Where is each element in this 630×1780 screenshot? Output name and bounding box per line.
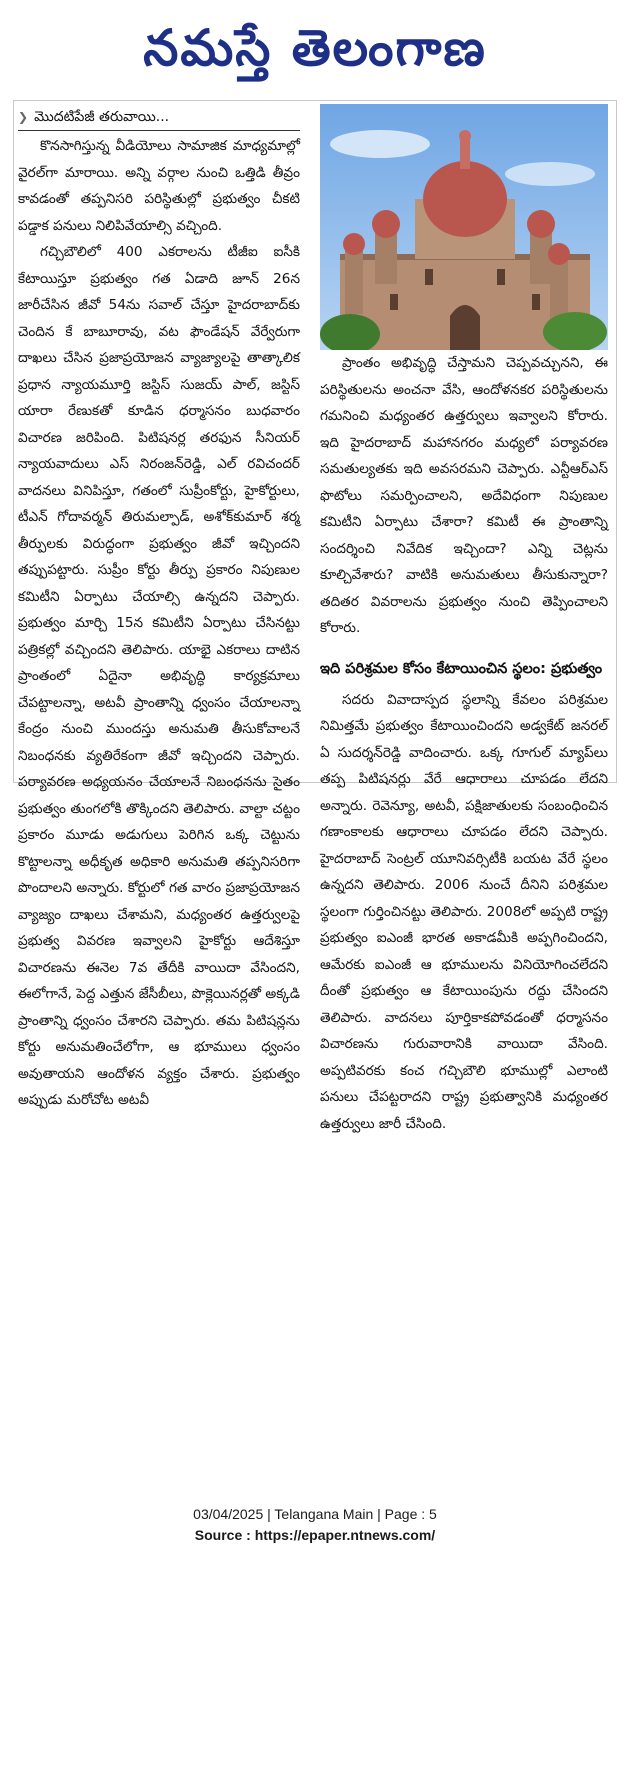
left-column [18, 104, 300, 1114]
masthead-title: నమస్తే తెలంగాణ [143, 18, 487, 77]
high-court-building-photo [320, 104, 608, 350]
paragraph: కొనసాగిస్తున్న వీడియోలు సామాజిక మాధ్యమాల్లో వైరల్‌గా మారాయి. అన్ని వర్గాల నుంచి ఒత్తిడి తీవ్రం కావడంతో తప్పనిసరి పరిస్థితుల్లో ప్రభుత్వం చీకటి పడ్డాక పనులు నిలిపివేయాల్సి వచ్చింది. [18, 138, 300, 234]
continuation-label [18, 104, 300, 130]
paragraph: గచ్చిబౌలిలో 400 ఎకరాలను టీజీఐ ఐసీకి కేటాయిస్తూ ప్రభుత్వం గత ఏడాది జూన్ 26న జారీచేసిన జీవో 54ను సవాల్ చేస్తూ హైదరాబాద్‌కు చెందిన కే బాబూరావు, వట ఫౌండేషన్ వేర్వేరుగా దాఖలు చేసిన ప్రజాప్రయోజన వ్యాజ్యాలపై తాత్కాలిక ప్రధాన న్యాయమూర్తి జస్టిస్ సుజయ్ పాల్, జస్టిస్ యారా రేణుకతో కూడిన ధర్మాసనం బుధవారం విచారణ జరిపింది. పిటిషనర్ల తరఫున సీనియర్ న్యాయవాదులు ఎస్ నిరంజన్‌రెడ్డి, ఎల్ రవిచందర్ వాదనలు వినిపిస్తూ, గతంలో సుప్రీంకోర్టు, హైకోర్టులు, టీఎన్ గోదావర్మన్ తిరుమల్పాడ్, అశోక్‌కుమార్ శర్మ తీర్పులకు విరుద్ధంగా ప్రభుత్వం జీవో ఇచ్చిందని తప్పుపట్టారు. సుప్రీం కోర్టు తీర్పు ప్రకారం నిపుణుల కమిటీని ఏర్పాటు చేయాల్సి ఉన్నదని చెప్పారు. ప్రభుత్వం మార్చి 15న కమిటీని ఏర్పాటు చేసినట్టు పత్రికల్లో వచ్చిందని తెలిపారు. యాభై ఎకరాలు దాటిన ప్రాంతంలో ఏదైనా అభివృద్ధి కార్యక్రమాలు చేపట్టాలన్నా, అటవీ ప్రాంతాన్ని ధ్వంసం చేయాలన్నా కేంద్రం నుంచి ముందస్తు అనుమతి తీసుకోవాలనే నిబంధనకు వ్యతిరేకంగా జీవో ఇచ్చిందని చెప్పారు. పర్యావరణ అధ్యయనం చేయాలనే నిబంధనను సైతం ప్రభుత్వం తుంగలోకి తొక్కిందని తెలిపారు. వాల్టా చట్టం ప్రకారం మూడు అడుగులు పెరిగిన ఒక్క చెట్టును కొట్టాలన్నా అధీకృత అధికారి అనుమతి తప్పనిసరిగా పొందాలని అన్నారు. కోర్టులో గత వారం ప్రజాప్రయోజన వ్యాజ్యం దాఖలు చేశామని, మధ్యంతర ఉత్తర్వులపై ప్రభుత్వ వివరణ ఇవ్వాలని హైకోర్టు ఆదేశిస్తూ విచారణను ఈనెల 7వ తేదీకి వాయిదా వేసిందని, ఈలోగానే, పెద్ద ఎత్తున జేసీబీలు, పొక్లెయినర్లతో అక్కడి ప్రాంతాన్ని ధ్వంసం చేశారని చెప్పారు. తమ పిటిషన్లను కోర్టు అనుమతించేలోగా, ఆ భూములు ధ్వంసం అవుతాయని ఆందోళన వ్యక్తం చేశారు. ప్రభుత్వం అప్పుడు మరోచోట అటవీ [18, 244, 300, 1108]
paragraph: సదరు వివాదాస్పద స్థలాన్ని కేవలం పరిశ్రమల నిమిత్తమే ప్రభుత్వం కేటాయించిందని అడ్వకేట్ జనరల్ ఏ సుదర్శన్‌రెడ్డి వాదించారు. ఒక్క గూగుల్ మ్యాప్‌లు తప్ప పిటిషనర్లు వేరే ఆధారాలు చూపడం లేదని అన్నారు. రెవెన్యూ, అటవీ, పక్షిజాతులకు సంబంధించిన గణాంకాలకు ఆధారాలు చూపడం లేదని చెప్పారు. హైదరాబాద్ సెంట్రల్ యూనివర్సిటీకి బయట వేరే స్థలం ఉన్నదని తెలిపారు. 2006 నుంచే దీనిని పరిశ్రమల స్థలంగా గుర్తించినట్టు తెలిపారు. 2008లో అప్పటి రాష్ట్ర ప్రభుత్వం ఐఎంజీ భారత అకాడమీకి అప్పగించిందని, ఆమేరకు ఐఎంజీ ఆ భూములను వినియోగించలేదని దీంతో ప్రభుత్వం ఆ కేటాయింపును రద్దు చేసిందని తెలిపారు. వాదనలు పూర్తికాకపోవడంతో ధర్మాసనం విచారణను గురువారానికి వాయిదా వేసింది. అప్పటివరకు కంచ గచ్చిబౌలి భూముల్లో ఎలాంటి పనులు చేపట్టరాదని రాష్ట్ర ప్రభుత్వానికి మధ్యంతర ఉత్తర్వులు జారీ చేసింది. [320, 691, 608, 1132]
footer-date-line: 03/04/2025 | Telangana Main | Page : 5 [193, 1506, 437, 1522]
right-column-text [320, 350, 608, 1137]
chevron-right-icon: ❯ [18, 110, 29, 124]
footer-source-line: Source : https://epaper.ntnews.com/ [194, 1527, 436, 1543]
paragraph: ప్రాంతం అభివృద్ధి చేస్తామని చెప్పవచ్చునని, ఈ పరిస్థితులను అంచనా వేసి, ఆందోళనకర పరిస్థితులను గమనించి మధ్యంతర ఉత్తర్వులు ఇవ్వాలని కోరారు. ఇది హైదరాబాద్ మహానగరం మధ్యలో పర్యావరణ సమతుల్యతకు ఇది అవసరమని చెప్పారు. ఎన్టీఆర్ఎస్ ఫొటోలు సమర్పించాలని, అదేవిధంగా నిపుణుల కమిటీని ఏర్పాటు చేశారా? కమిటీ ఈ ప్రాంతాన్ని సందర్శించి నివేదిక ఇచ్చిందా? ఎన్ని చెట్లను కూల్చివేశారు? వాటికి అనుమతులు తీసుకున్నారా? తదితర వివరాలను ప్రభుత్వం నుంచి తెప్పించాలని కోరారు. [320, 355, 608, 636]
section-subheading: ఇది పరిశ్రమల కోసం కేటాయించిన స్థలం: ప్రభుత్వం [320, 660, 603, 677]
divider [18, 130, 300, 131]
continuation-text: మొదటిపేజీ తరువాయి... [34, 109, 170, 125]
